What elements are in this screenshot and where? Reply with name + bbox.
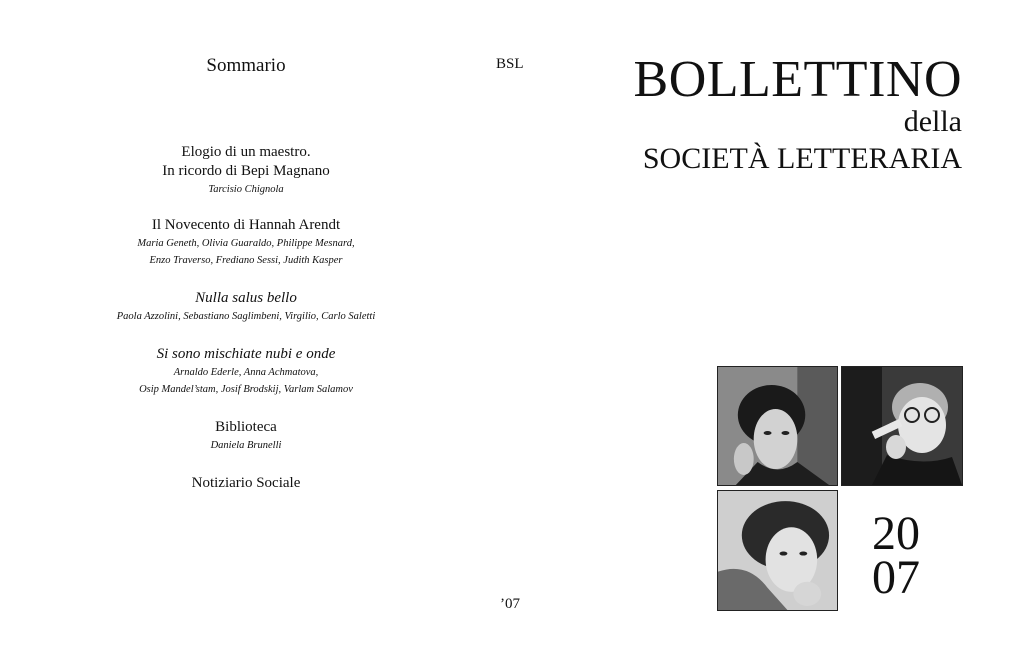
year-bottom: 07 bbox=[872, 551, 920, 604]
entry-title: Nulla salus bello bbox=[195, 290, 297, 306]
contents-entry bbox=[60, 345, 432, 398]
portrait-photo-2 bbox=[841, 366, 963, 486]
cover-year bbox=[872, 507, 920, 604]
entry-title: Il Novecento di Hannah Arendt bbox=[151, 217, 341, 233]
entry-authors: Arnaldo Ederle, Anna Achmatova, bbox=[173, 367, 319, 378]
entry-authors: Enzo Traverso, Frediano Sessi, Judith Kasper bbox=[149, 255, 343, 266]
entry-title: Biblioteca bbox=[215, 419, 277, 435]
sommario-heading: Sommario bbox=[206, 55, 286, 76]
year-top: 20 bbox=[872, 507, 920, 560]
portrait-photo-1 bbox=[717, 366, 838, 486]
cover-title-della: della bbox=[903, 105, 962, 138]
portrait-photo-3 bbox=[717, 490, 838, 611]
cover-subtitle: SOCIETÀ LETTERARIA bbox=[642, 142, 962, 175]
entry-authors: Paola Azzolini, Sebastiano Saglimbeni, Virgilio, Carlo Saletti bbox=[116, 311, 376, 322]
entry-title: Elogio di un maestro. bbox=[181, 144, 311, 160]
contents-entry bbox=[60, 418, 432, 454]
contents-entry bbox=[60, 143, 432, 198]
contents-entry bbox=[60, 474, 432, 493]
entry-authors: Tarcisio Chignola bbox=[208, 184, 284, 195]
cover-title: BOLLETTINO bbox=[633, 51, 962, 108]
entry-title: In ricordo di Bepi Magnano bbox=[162, 163, 330, 179]
back-cover-contents bbox=[60, 0, 432, 668]
spine-year: ’07 bbox=[500, 596, 520, 612]
contents-entry bbox=[60, 289, 432, 325]
entry-title: Si sono mischiate nubi e onde bbox=[156, 346, 336, 362]
entry-authors: Daniela Brunelli bbox=[210, 440, 282, 451]
contents-entry bbox=[60, 216, 432, 269]
entry-title: Notiziario Sociale bbox=[191, 475, 301, 491]
spine-label: BSL bbox=[496, 56, 524, 72]
entry-authors: Osip Mandel’stam, Josif Brodskij, Varlam Salamov bbox=[139, 384, 353, 395]
entry-authors: Maria Geneth, Olivia Guaraldo, Philippe Mesnard, bbox=[137, 238, 355, 249]
